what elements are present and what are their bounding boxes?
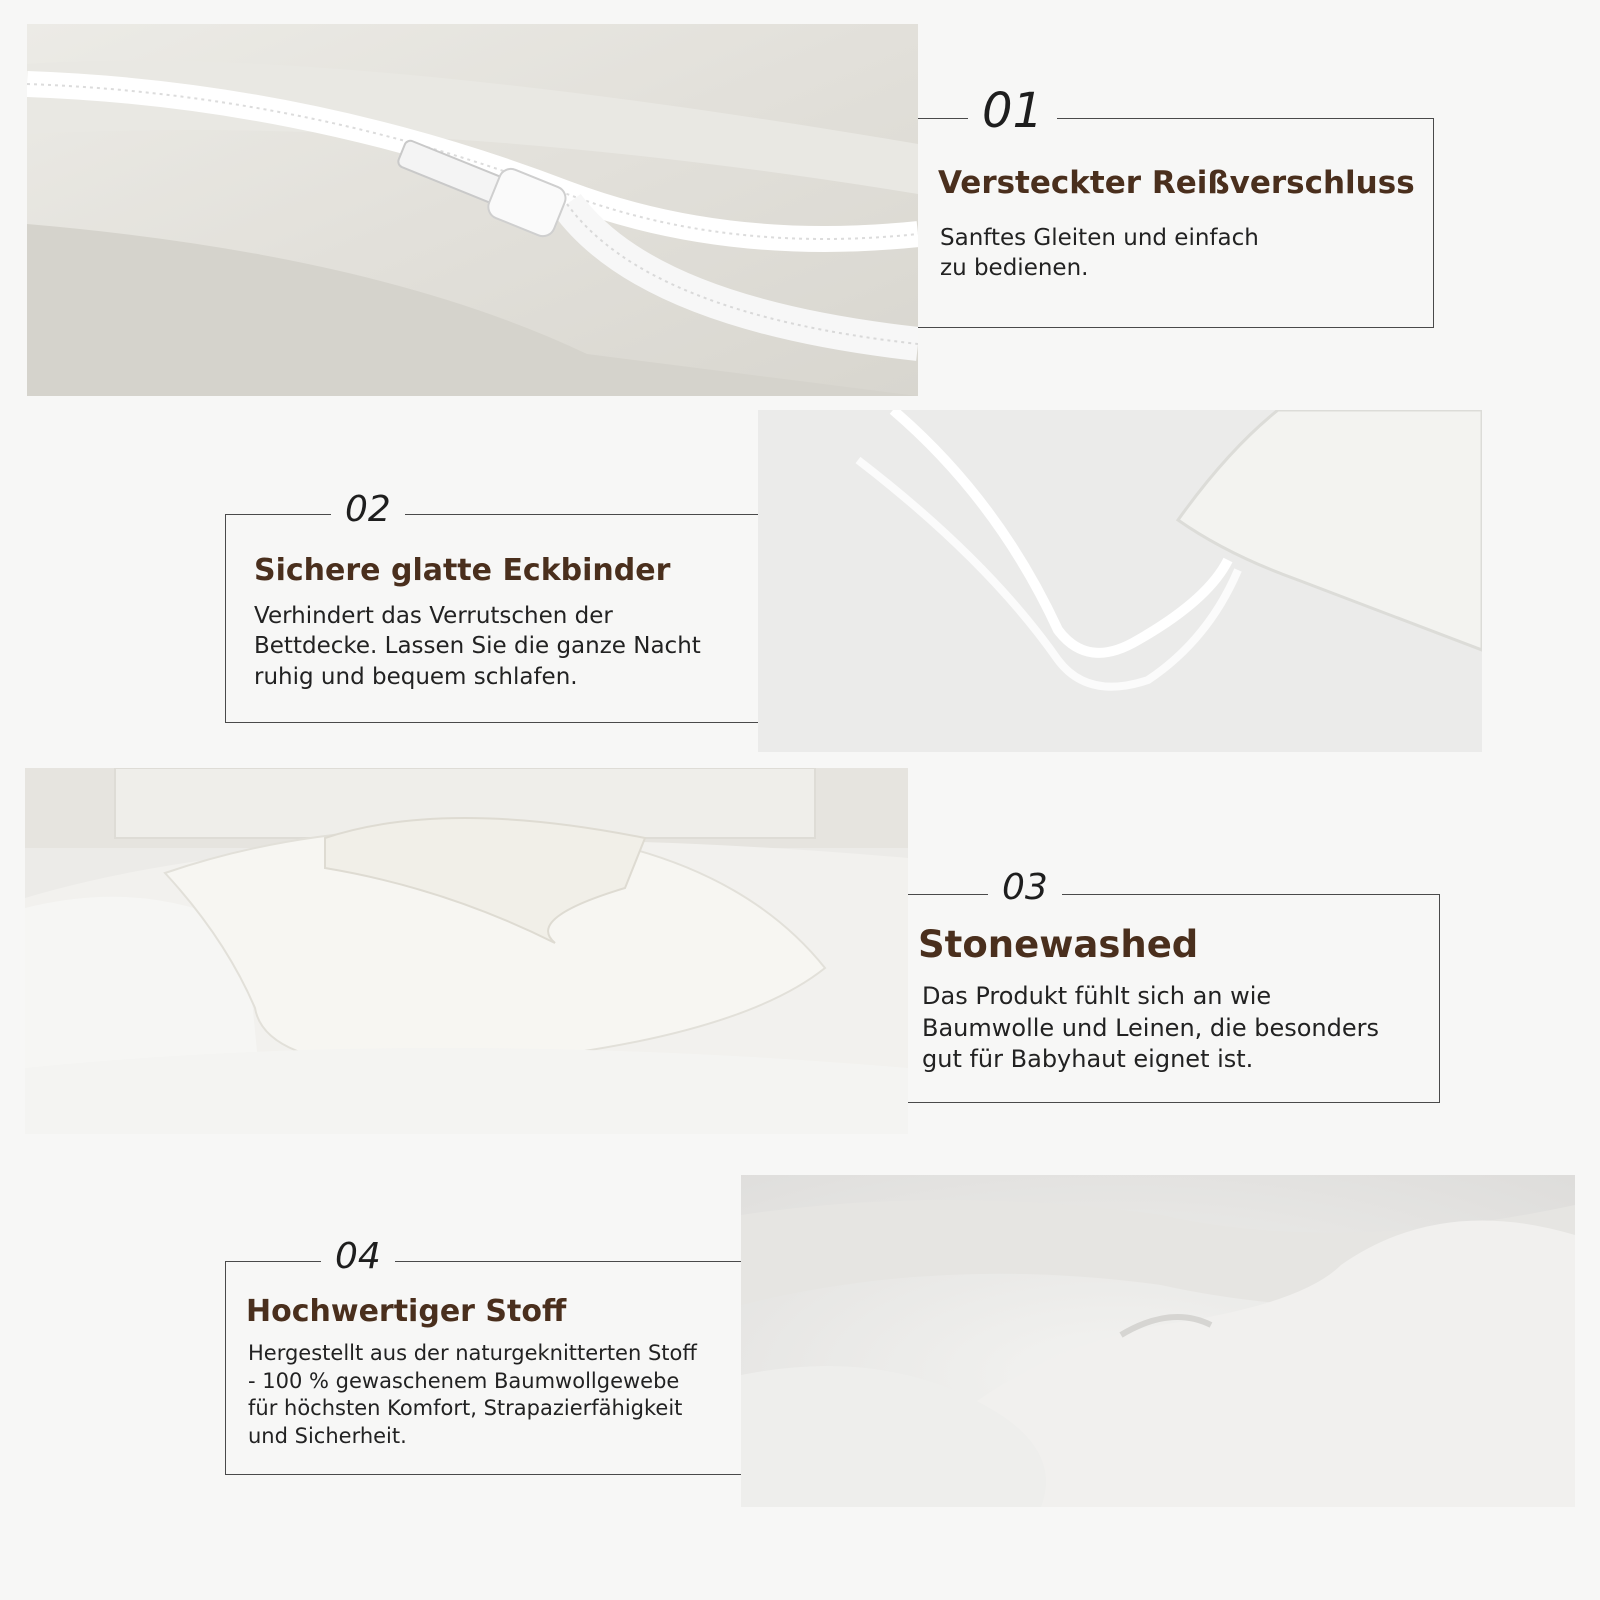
desc-line: für höchsten Komfort, Strapazierfähigkeit [248, 1396, 683, 1421]
feature-01-panel [918, 83, 1434, 328]
feature-02-number: 02 [331, 489, 405, 530]
feature-03-title: Stonewashed [918, 923, 1199, 966]
feature-04-number: 04 [321, 1236, 395, 1277]
feature-02-panel [225, 489, 759, 723]
feature-02-description [254, 601, 701, 692]
desc-line: Bettdecke. Lassen Sie die ganze Nacht [254, 633, 701, 660]
desc-line: ruhig und bequem schlafen. [254, 663, 578, 690]
desc-line: Sanftes Gleiten und einfach [940, 225, 1259, 251]
corner-tie-photo [758, 410, 1482, 752]
feature-04-description [248, 1340, 697, 1451]
feature-01-description [940, 223, 1259, 284]
desc-line: zu bedienen. [940, 255, 1089, 282]
desc-line: - 100 % gewaschenem Baumwollgewebe [248, 1368, 680, 1393]
feature-03-number: 03 [988, 867, 1062, 908]
desc-line: Baumwolle und Leinen, die besonders [922, 1013, 1379, 1042]
zipper-photo [27, 24, 918, 396]
desc-line: und Sicherheit. [248, 1424, 407, 1449]
feature-03-description [922, 981, 1379, 1076]
feature-03-panel [908, 867, 1440, 1103]
feature-02-title: Sichere glatte Eckbinder [254, 553, 671, 588]
desc-line: Verhindert das Verrutschen der [254, 603, 613, 629]
feature-04-panel [225, 1236, 742, 1475]
feature-01-number: 01 [968, 83, 1057, 139]
desc-line: Hergestellt aus der naturgeknitterten Stoff [248, 1341, 697, 1365]
pillow-photo [25, 768, 908, 1134]
desc-line: gut für Babyhaut eignet ist. [922, 1045, 1254, 1074]
fabric-photo [741, 1175, 1575, 1507]
feature-01-title: Versteckter Reißverschluss [938, 165, 1415, 201]
desc-line: Das Produkt fühlt sich an wie [922, 982, 1272, 1010]
feature-04-title: Hochwertiger Stoff [246, 1294, 567, 1329]
